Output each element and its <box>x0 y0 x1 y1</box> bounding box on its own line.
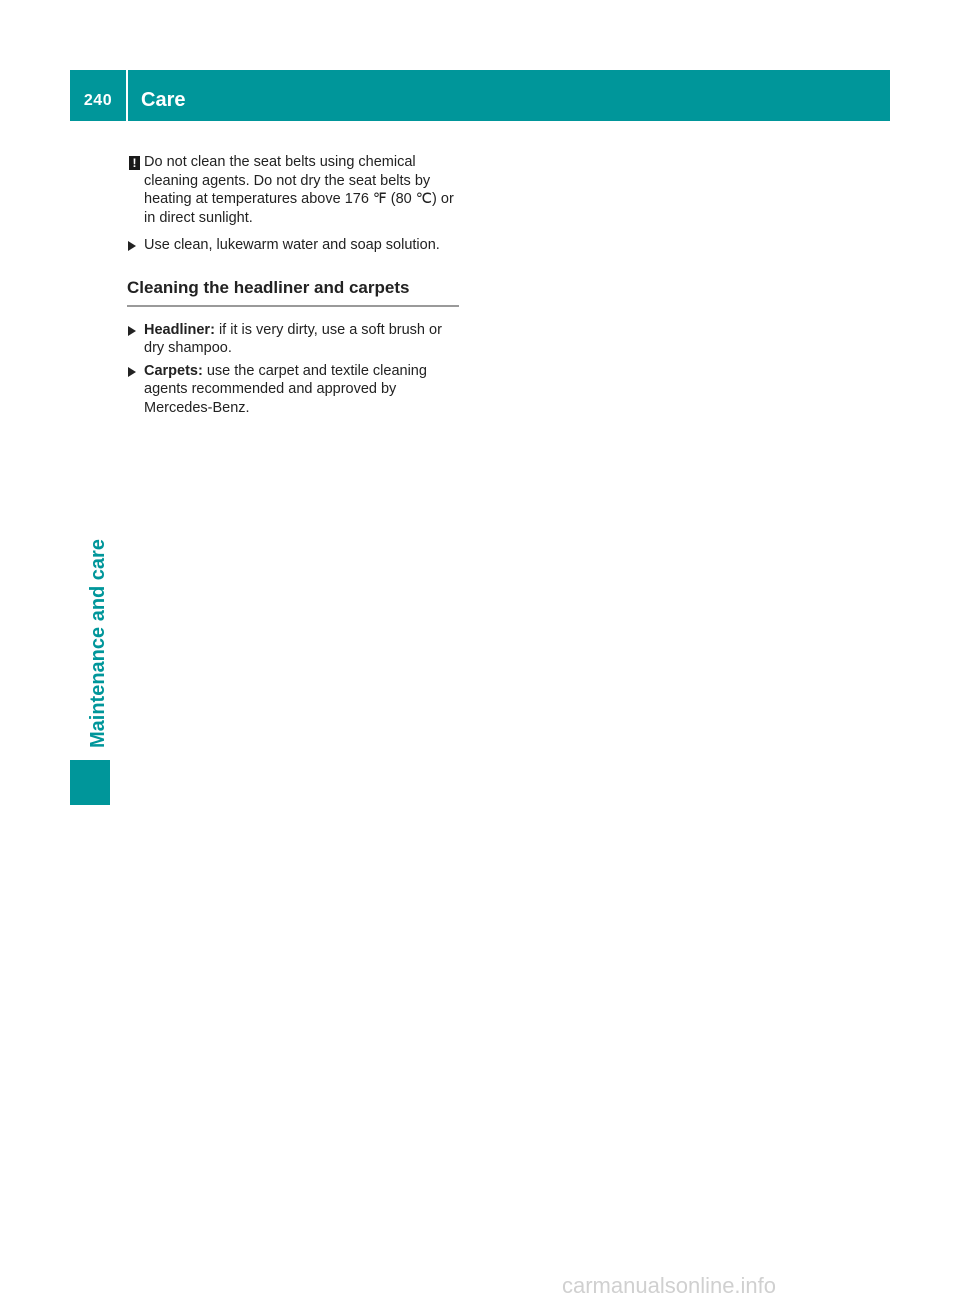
chapter-tab <box>70 760 110 805</box>
arrow-right-icon <box>128 367 136 377</box>
step-text: if it is very dirty, use a soft brush or dry shampoo. <box>144 321 442 356</box>
warning-text: Do not clean the seat belts using chemical cleaning agents. Do not dry the seat belts by heating at temperatures above 176 ℉ (80 ℃) or in direct sunlight. <box>144 154 454 226</box>
arrow-right-icon <box>128 326 136 336</box>
step-soap-solution <box>127 236 459 255</box>
section-title: Care <box>141 89 186 111</box>
step-carpets <box>127 362 459 418</box>
exclamation-icon: ! <box>129 156 140 170</box>
watermark: carmanualsonline.info <box>562 1273 777 1298</box>
heading-rule <box>127 305 459 307</box>
step-text: Use clean, lukewarm water and soap solution. <box>144 237 440 253</box>
arrow-right-icon <box>128 241 136 251</box>
page-header <box>70 70 890 121</box>
page-content <box>127 153 459 421</box>
chapter-side-label: Maintenance and care <box>87 539 109 748</box>
page-number: 240 <box>83 92 113 109</box>
section-heading: Cleaning the headliner and carpets <box>127 277 410 297</box>
step-text: use the carpet and textile cleaning agents recommended and approved by Mercedes-Benz. <box>144 362 427 416</box>
step-label: Headliner: <box>144 321 215 338</box>
warning-note <box>127 153 459 227</box>
step-label: Carpets: <box>144 362 203 379</box>
step-headliner <box>127 321 459 358</box>
header-divider <box>126 70 128 121</box>
